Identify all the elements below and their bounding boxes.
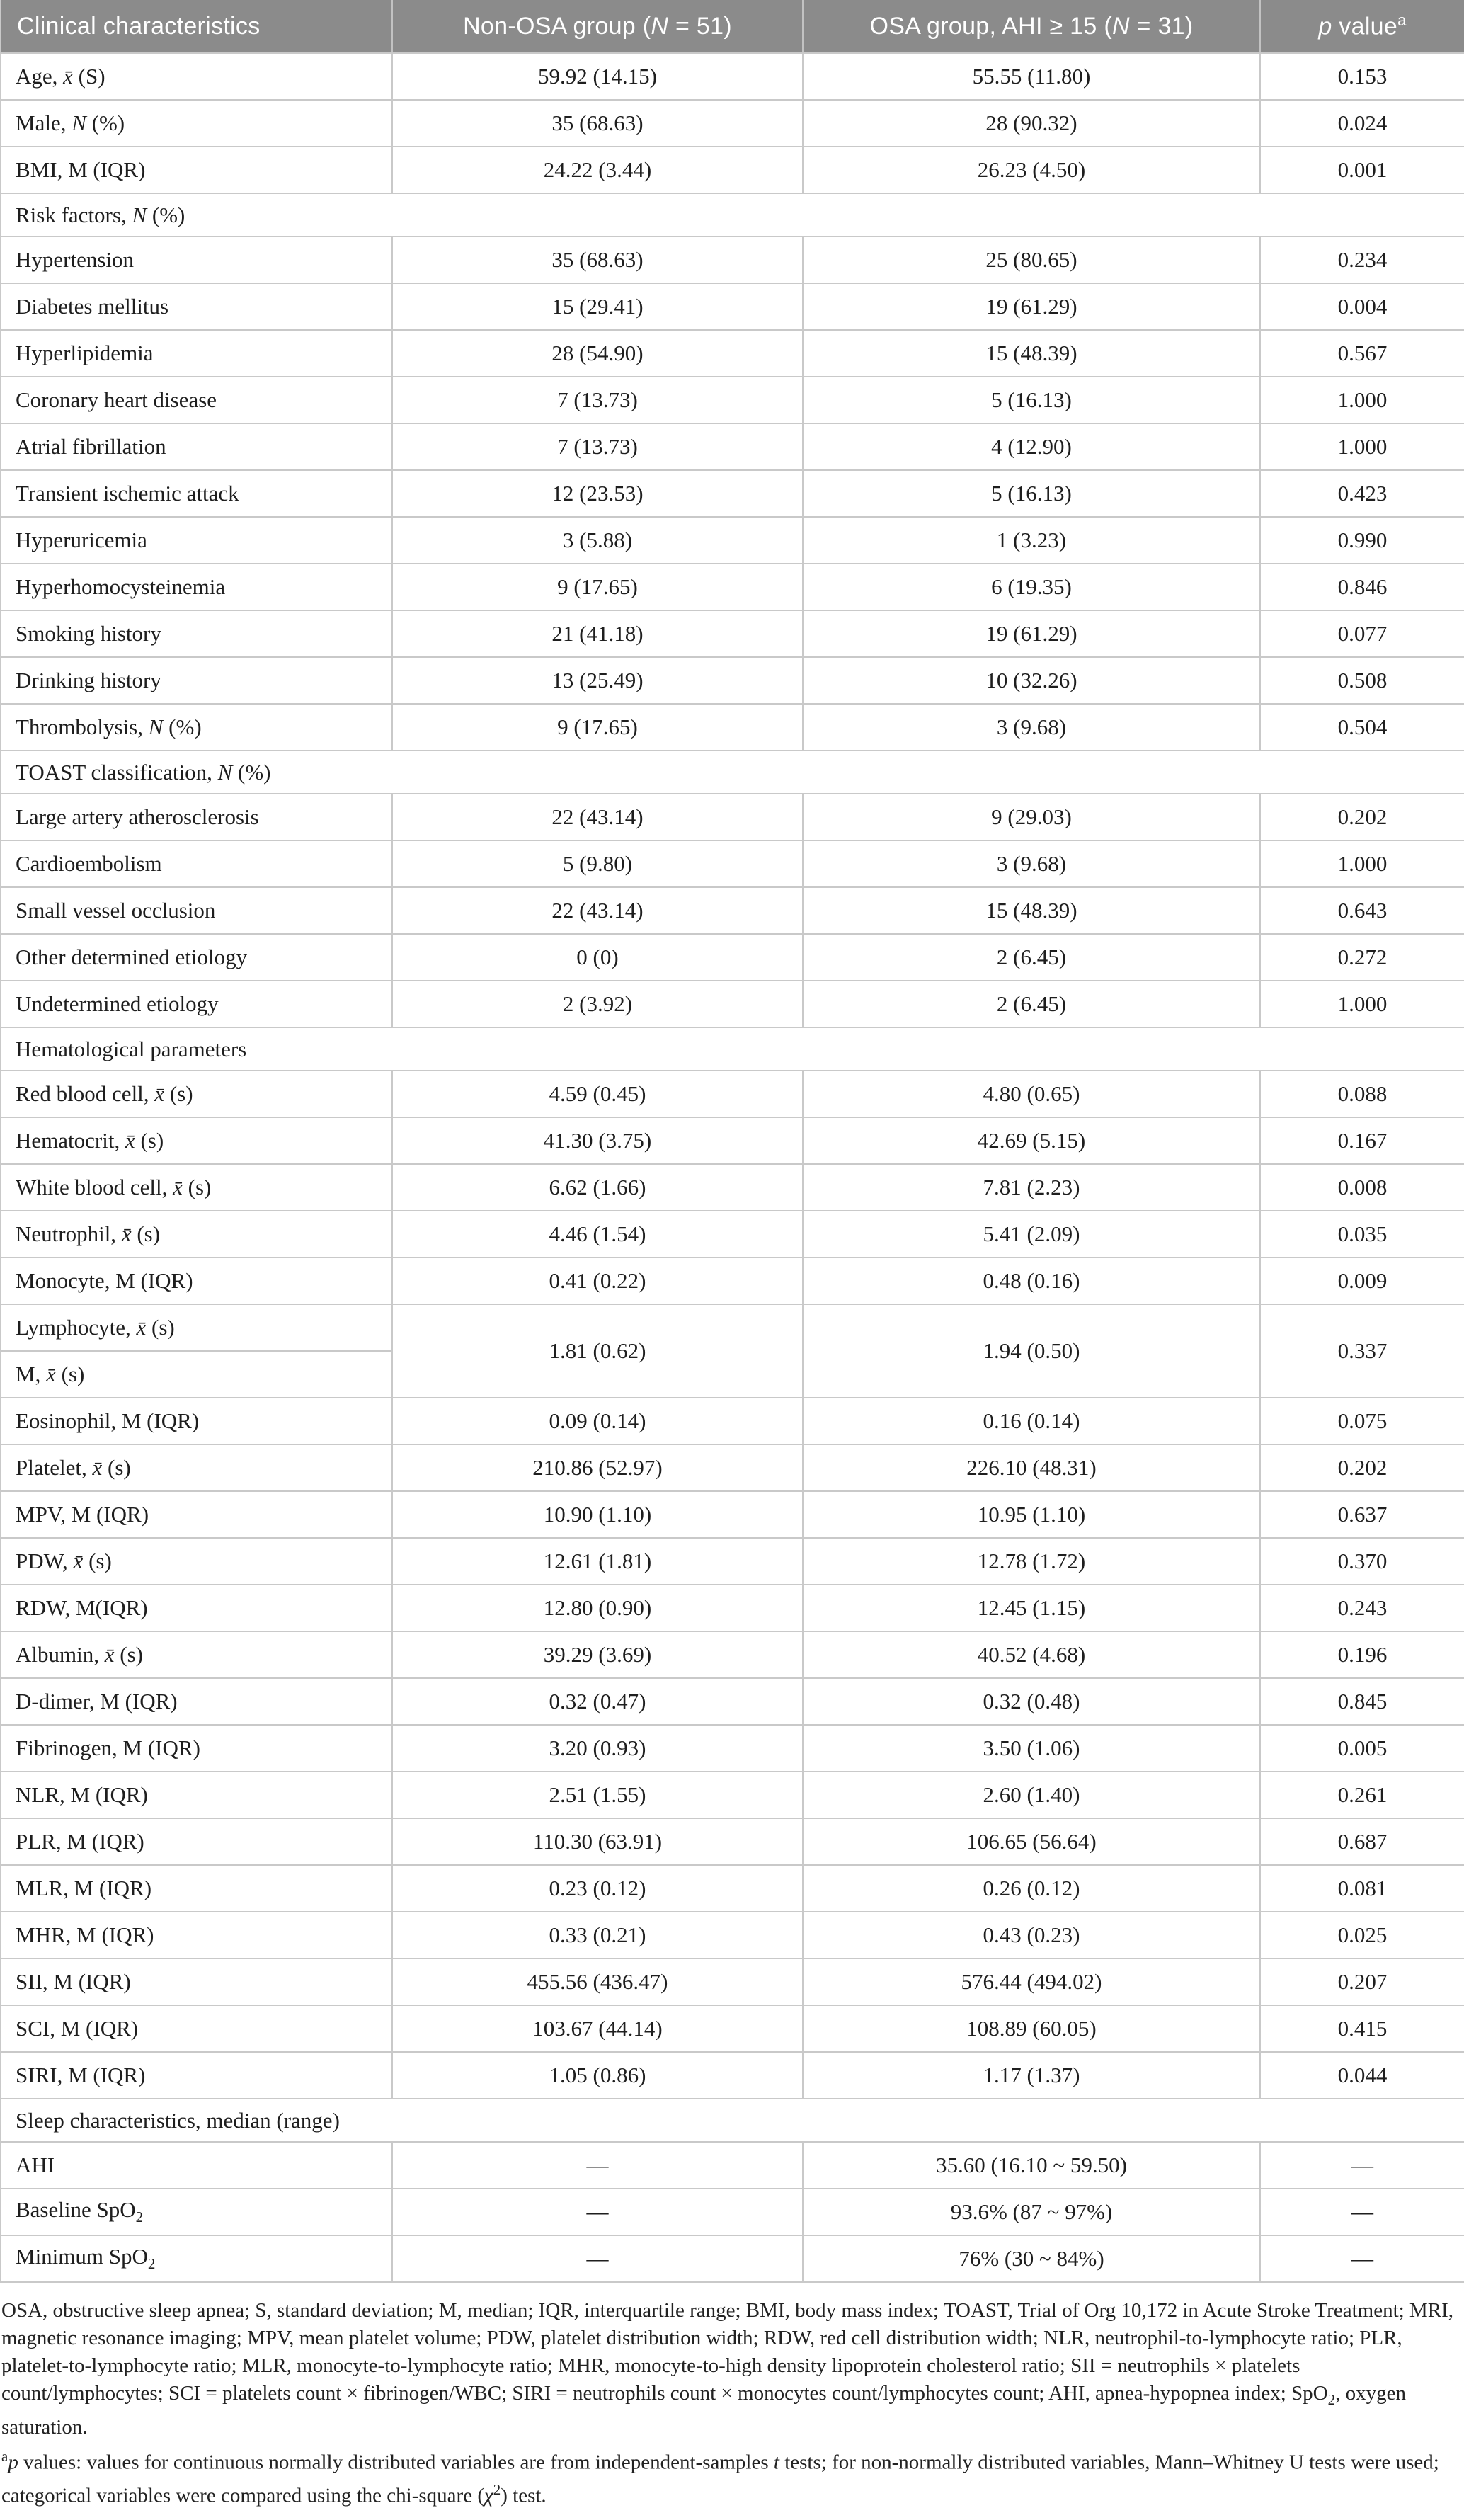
cell-value: 10.95 (1.10): [803, 1491, 1260, 1538]
row-label: Smoking history: [1, 610, 392, 657]
cell-value: 3 (9.68): [803, 704, 1260, 751]
cell-value: 7.81 (2.23): [803, 1164, 1260, 1211]
table-row: [1, 840, 1464, 887]
table-row: [1, 1912, 1464, 1959]
cell-value: 210.86 (52.97): [392, 1444, 803, 1491]
cell-p-value: 0.846: [1260, 564, 1464, 610]
table-row: [1, 2189, 1464, 2235]
cell-value: 28 (90.32): [803, 100, 1260, 147]
row-label: NLR, M (IQR): [1, 1772, 392, 1818]
cell-p-value: —: [1260, 2189, 1464, 2235]
row-label: Large artery atherosclerosis: [1, 794, 392, 840]
cell-value: 42.69 (5.15): [803, 1117, 1260, 1164]
cell-value: 0 (0): [392, 934, 803, 981]
row-label: Small vessel occlusion: [1, 887, 392, 934]
table-row: [1, 1959, 1464, 2005]
cell-p-value: 0.009: [1260, 1258, 1464, 1304]
cell-value: 0.48 (0.16): [803, 1258, 1260, 1304]
cell-p-value: 0.207: [1260, 1959, 1464, 2005]
table-row: [1, 1304, 1464, 1351]
cell-value: 1.05 (0.86): [392, 2052, 803, 2099]
row-label: SIRI, M (IQR): [1, 2052, 392, 2099]
cell-p-value: 0.370: [1260, 1538, 1464, 1585]
row-label: RDW, M(IQR): [1, 1585, 392, 1631]
row-label: Neutrophil, x̄ (s): [1, 1211, 392, 1258]
cell-p-value: 0.167: [1260, 1117, 1464, 1164]
table-row: [1, 470, 1464, 517]
section-row: [1, 751, 1464, 794]
cell-value: 4 (12.90): [803, 423, 1260, 470]
table-row: [1, 981, 1464, 1027]
cell-p-value: 0.243: [1260, 1585, 1464, 1631]
row-label: Hematocrit, x̄ (s): [1, 1117, 392, 1164]
row-label: Monocyte, M (IQR): [1, 1258, 392, 1304]
row-label: Transient ischemic attack: [1, 470, 392, 517]
cell-value: 5 (9.80): [392, 840, 803, 887]
cell-p-value: 1.000: [1260, 377, 1464, 423]
cell-p-value: —: [1260, 2235, 1464, 2282]
cell-value: 103.67 (44.14): [392, 2005, 803, 2052]
cell-value: —: [392, 2235, 803, 2282]
table-row: [1, 147, 1464, 193]
header-row: [1, 0, 1464, 53]
cell-p-value: 0.001: [1260, 147, 1464, 193]
row-label: Red blood cell, x̄ (s): [1, 1071, 392, 1117]
cell-p-value: 0.075: [1260, 1398, 1464, 1444]
cell-p-value: 0.077: [1260, 610, 1464, 657]
cell-value: 15 (48.39): [803, 887, 1260, 934]
table-row: [1, 934, 1464, 981]
cell-value: 35 (68.63): [392, 236, 803, 283]
cell-value: —: [392, 2142, 803, 2189]
table-row: [1, 1164, 1464, 1211]
cell-value: 108.89 (60.05): [803, 2005, 1260, 2052]
cell-p-value: —: [1260, 2142, 1464, 2189]
cell-p-value: 0.415: [1260, 2005, 1464, 2052]
row-label: Platelet, x̄ (s): [1, 1444, 392, 1491]
cell-p-value: 0.637: [1260, 1491, 1464, 1538]
cell-value: 7 (13.73): [392, 423, 803, 470]
cell-p-value: 0.504: [1260, 704, 1464, 751]
row-label: Thrombolysis, N (%): [1, 704, 392, 751]
row-label: Age, x̄ (S): [1, 53, 392, 100]
cell-value: 0.26 (0.12): [803, 1865, 1260, 1912]
cell-value: 6 (19.35): [803, 564, 1260, 610]
cell-p-value: 0.567: [1260, 330, 1464, 377]
table-row: [1, 423, 1464, 470]
cell-value: 15 (29.41): [392, 283, 803, 330]
cell-p-value: 0.508: [1260, 657, 1464, 704]
cell-value: 106.65 (56.64): [803, 1818, 1260, 1865]
cell-p-value: 0.643: [1260, 887, 1464, 934]
table-row: [1, 236, 1464, 283]
cell-value: 2 (6.45): [803, 934, 1260, 981]
cell-value: 93.6% (87 ~ 97%): [803, 2189, 1260, 2235]
cell-p-value: 0.845: [1260, 1678, 1464, 1725]
cell-p-value: 0.088: [1260, 1071, 1464, 1117]
table-row: [1, 1491, 1464, 1538]
row-label: Other determined etiology: [1, 934, 392, 981]
cell-p-value: 0.024: [1260, 100, 1464, 147]
cell-value: 22 (43.14): [392, 794, 803, 840]
section-row: [1, 193, 1464, 236]
table-row: [1, 1725, 1464, 1772]
table-row: [1, 1865, 1464, 1912]
row-label: Hyperhomocysteinemia: [1, 564, 392, 610]
table-row: [1, 53, 1464, 100]
table-row: [1, 377, 1464, 423]
table-row: [1, 517, 1464, 564]
cell-value: 35 (68.63): [392, 100, 803, 147]
column-header-osa-group: OSA group, AHI ≥ 15 (N = 31): [803, 0, 1260, 53]
row-label: Eosinophil, M (IQR): [1, 1398, 392, 1444]
row-label: Baseline SpO$_2$: [1, 2189, 392, 2235]
table-row: [1, 2052, 1464, 2099]
table-row: [1, 794, 1464, 840]
row-label: D-dimer, M (IQR): [1, 1678, 392, 1725]
table-row: [1, 1071, 1464, 1117]
cell-value: 76% (30 ~ 84%): [803, 2235, 1260, 2282]
row-label: Drinking history: [1, 657, 392, 704]
cell-value: 4.59 (0.45): [392, 1071, 803, 1117]
cell-p-value: 0.990: [1260, 517, 1464, 564]
cell-value: 4.46 (1.54): [392, 1211, 803, 1258]
row-label: MLR, M (IQR): [1, 1865, 392, 1912]
cell-value: 455.56 (436.47): [392, 1959, 803, 2005]
cell-value: 1.17 (1.37): [803, 2052, 1260, 2099]
cell-p-value: 0.153: [1260, 53, 1464, 100]
cell-p-value: 0.423: [1260, 470, 1464, 517]
section-label: Sleep characteristics, median (range): [1, 2099, 1464, 2142]
section-label: Hematological parameters: [1, 1027, 1464, 1071]
cell-value: 9 (17.65): [392, 704, 803, 751]
table-row: [1, 610, 1464, 657]
table-header: [1, 0, 1464, 53]
table-row: [1, 1585, 1464, 1631]
cell-p-value: 0.044: [1260, 2052, 1464, 2099]
column-header-clinical-characteristics: Clinical characteristics: [1, 0, 392, 53]
cell-p-value: 0.025: [1260, 1912, 1464, 1959]
row-label: MHR, M (IQR): [1, 1912, 392, 1959]
table-row: [1, 1398, 1464, 1444]
cell-value: 6.62 (1.66): [392, 1164, 803, 1211]
row-label: Male, N (%): [1, 100, 392, 147]
table-row: [1, 657, 1464, 704]
cell-p-value: 0.005: [1260, 1725, 1464, 1772]
cell-value: 15 (48.39): [803, 330, 1260, 377]
cell-value: 5.41 (2.09): [803, 1211, 1260, 1258]
row-label: Hyperlipidemia: [1, 330, 392, 377]
cell-value: 55.55 (11.80): [803, 53, 1260, 100]
row-label: SCI, M (IQR): [1, 2005, 392, 2052]
cell-value: 1 (3.23): [803, 517, 1260, 564]
cell-value: 9 (17.65): [392, 564, 803, 610]
row-label: Hyperuricemia: [1, 517, 392, 564]
cell-p-value: 0.337: [1260, 1304, 1464, 1398]
cell-value: 5 (16.13): [803, 470, 1260, 517]
cell-value: 576.44 (494.02): [803, 1959, 1260, 2005]
cell-value: 59.92 (14.15): [392, 53, 803, 100]
cell-value: 12.78 (1.72): [803, 1538, 1260, 1585]
cell-value: 40.52 (4.68): [803, 1631, 1260, 1678]
column-header-non-osa-group: Non-OSA group (N = 51): [392, 0, 803, 53]
cell-value: 2 (6.45): [803, 981, 1260, 1027]
row-label: Hypertension: [1, 236, 392, 283]
cell-value: 0.09 (0.14): [392, 1398, 803, 1444]
cell-value: 2.51 (1.55): [392, 1772, 803, 1818]
row-label: PDW, x̄ (s): [1, 1538, 392, 1585]
cell-value: 19 (61.29): [803, 283, 1260, 330]
row-label: PLR, M (IQR): [1, 1818, 392, 1865]
table-row: [1, 2005, 1464, 2052]
row-label: SII, M (IQR): [1, 1959, 392, 2005]
footnote-p-values: $^a$p values: values for continuous normally distributed variables are from independent-samples t tests; for non-normally distributed variables, Mann–Whitney U tests were used; categorical variables were compared using the chi-square $(\chi^2)$ test.: [1, 2447, 1439, 2508]
cell-value: 0.32 (0.48): [803, 1678, 1260, 1725]
table-row: [1, 1258, 1464, 1304]
cell-value: 1.94 (0.50): [803, 1304, 1260, 1398]
cell-value: 13 (25.49): [392, 657, 803, 704]
row-label: Diabetes mellitus: [1, 283, 392, 330]
cell-value: 35.60 (16.10 ~ 59.50): [803, 2142, 1260, 2189]
cell-p-value: 1.000: [1260, 981, 1464, 1027]
cell-value: 0.32 (0.47): [392, 1678, 803, 1725]
cell-value: 24.22 (3.44): [392, 147, 803, 193]
row-label: Fibrinogen, M (IQR): [1, 1725, 392, 1772]
cell-p-value: 0.272: [1260, 934, 1464, 981]
row-label: Cardioembolism: [1, 840, 392, 887]
cell-value: 10 (32.26): [803, 657, 1260, 704]
cell-value: 2 (3.92): [392, 981, 803, 1027]
column-header-p-value: p value$^a$: [1260, 0, 1464, 53]
table-row: [1, 1678, 1464, 1725]
row-label: Minimum SpO$_2$: [1, 2235, 392, 2282]
table-row: [1, 100, 1464, 147]
cell-value: 0.43 (0.23): [803, 1912, 1260, 1959]
cell-p-value: 0.008: [1260, 1164, 1464, 1211]
table-row: [1, 1211, 1464, 1258]
row-label: MPV, M (IQR): [1, 1491, 392, 1538]
table-row: [1, 2142, 1464, 2189]
cell-p-value: 0.035: [1260, 1211, 1464, 1258]
table-row: [1, 887, 1464, 934]
cell-value: 12 (23.53): [392, 470, 803, 517]
cell-value: 41.30 (3.75): [392, 1117, 803, 1164]
cell-p-value: 0.081: [1260, 1865, 1464, 1912]
row-label: Albumin, x̄ (s): [1, 1631, 392, 1678]
cell-p-value: 0.261: [1260, 1772, 1464, 1818]
row-label: Lymphocyte, x̄ (s): [1, 1304, 392, 1351]
cell-value: 12.61 (1.81): [392, 1538, 803, 1585]
table-row: [1, 2235, 1464, 2282]
cell-p-value: 0.234: [1260, 236, 1464, 283]
cell-value: 0.41 (0.22): [392, 1258, 803, 1304]
cell-value: 25 (80.65): [803, 236, 1260, 283]
cell-value: 9 (29.03): [803, 794, 1260, 840]
table-row: [1, 1818, 1464, 1865]
cell-value: 1.81 (0.62): [392, 1304, 803, 1398]
row-label: White blood cell, x̄ (s): [1, 1164, 392, 1211]
table-row: [1, 1444, 1464, 1491]
footnotes: [0, 2283, 1461, 2520]
cell-value: 2.60 (1.40): [803, 1772, 1260, 1818]
row-label: Coronary heart disease: [1, 377, 392, 423]
cell-value: 12.45 (1.15): [803, 1585, 1260, 1631]
row-label: BMI, M (IQR): [1, 147, 392, 193]
cell-value: 110.30 (63.91): [392, 1818, 803, 1865]
cell-value: 3 (5.88): [392, 517, 803, 564]
cell-value: 22 (43.14): [392, 887, 803, 934]
row-label: M, x̄ (s): [1, 1351, 392, 1398]
cell-value: 19 (61.29): [803, 610, 1260, 657]
section-row: [1, 1027, 1464, 1071]
cell-value: 5 (16.13): [803, 377, 1260, 423]
cell-value: 3.20 (0.93): [392, 1725, 803, 1772]
table-row: [1, 704, 1464, 751]
cell-value: —: [392, 2189, 803, 2235]
cell-value: 21 (41.18): [392, 610, 803, 657]
cell-p-value: 0.687: [1260, 1818, 1464, 1865]
cell-value: 3.50 (1.06): [803, 1725, 1260, 1772]
table-row: [1, 564, 1464, 610]
cell-value: 3 (9.68): [803, 840, 1260, 887]
cell-p-value: 0.196: [1260, 1631, 1464, 1678]
table-body: [1, 53, 1464, 2282]
table-row: [1, 1772, 1464, 1818]
cell-p-value: 0.004: [1260, 283, 1464, 330]
table-row: [1, 283, 1464, 330]
cell-value: 0.23 (0.12): [392, 1865, 803, 1912]
table-row: [1, 1631, 1464, 1678]
cell-value: 7 (13.73): [392, 377, 803, 423]
table-row: [1, 1117, 1464, 1164]
row-label: Atrial fibrillation: [1, 423, 392, 470]
cell-p-value: 1.000: [1260, 840, 1464, 887]
table-row: [1, 330, 1464, 377]
cell-value: 0.33 (0.21): [392, 1912, 803, 1959]
section-label: Risk factors, N (%): [1, 193, 1464, 236]
cell-p-value: 0.202: [1260, 794, 1464, 840]
section-label: TOAST classification, N (%): [1, 751, 1464, 794]
cell-p-value: 0.202: [1260, 1444, 1464, 1491]
cell-value: 226.10 (48.31): [803, 1444, 1260, 1491]
cell-value: 26.23 (4.50): [803, 147, 1260, 193]
footnote-abbreviations: OSA, obstructive sleep apnea; S, standard deviation; M, median; IQR, interquartile range; BMI, body mass index; TOAST, Trial of Org 10,172 in Acute Stroke Treatment; MRI, magnetic resonance imaging; MPV, mean platelet volume; PDW, platelet distribution width; RDW, red cell distribution width; NLR, neutrophil-to-lymphocyte ratio; PLR, platelet-to-lymphocyte ratio; MLR, monocyte-to-lymphocyte ratio; MHR, monocyte-to-high density lipoprotein cholesterol ratio; SII = neutrophils × platelets count/lymphocytes; SCI = platelets count × fibrinogen/WBC; SIRI = neutrophils count × monocytes count/lymphocytes count; AHI, apnea-hypopnea index; SpO$_2$, oxygen saturation.: [1, 2299, 1453, 2439]
row-label: AHI: [1, 2142, 392, 2189]
cell-p-value: 1.000: [1260, 423, 1464, 470]
cell-value: 10.90 (1.10): [392, 1491, 803, 1538]
section-row: [1, 2099, 1464, 2142]
cell-value: 39.29 (3.69): [392, 1631, 803, 1678]
cell-value: 28 (54.90): [392, 330, 803, 377]
row-label: Undetermined etiology: [1, 981, 392, 1027]
table-row: [1, 1538, 1464, 1585]
cell-value: 4.80 (0.65): [803, 1071, 1260, 1117]
cell-value: 12.80 (0.90): [392, 1585, 803, 1631]
cell-value: 0.16 (0.14): [803, 1398, 1260, 1444]
